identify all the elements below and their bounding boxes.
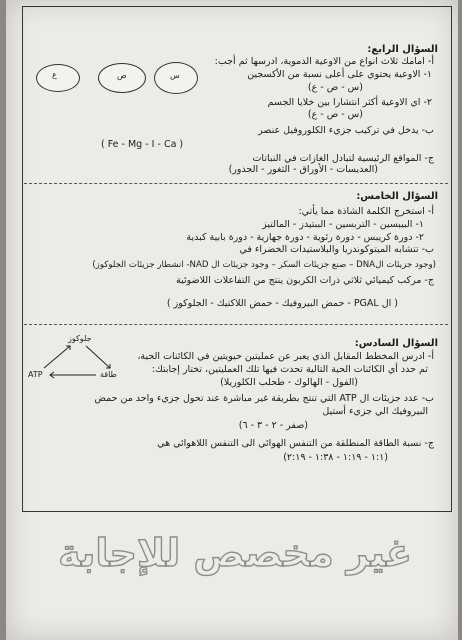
q4-c-options: (العديسات - الأوراق - الثغور - الجذور) — [228, 164, 378, 175]
diagram-arrows — [28, 332, 138, 392]
q4-b: ب- يدخل في تركيب جزيء الكلوروفيل عنصر — [258, 125, 434, 136]
vessel-c-label: س — [170, 71, 180, 80]
exam-page — [6, 0, 458, 640]
q4-a2-options: (س - ص - ع) — [307, 109, 363, 120]
section-divider — [24, 324, 448, 325]
q4-b-options: ( Fe - Mg - I - Ca ) — [101, 139, 184, 150]
vessel-a-image — [36, 64, 80, 92]
process-diagram — [28, 332, 138, 392]
q6-c-options: (١:١ - ١:١٩ - ١:٣٨ - ٢:١٩) — [283, 452, 388, 463]
diagram-atp-label: ATP — [28, 370, 43, 379]
vessel-a-label: ع — [52, 70, 57, 79]
q5-b-options: (وجود جزيئات الDNA – صنع جزيئات السكر – وجود جزيئات ال NAD- انشطار جزيئات الجلوكوز) — [92, 260, 436, 270]
q6-a-line1: أ- ادرس المخطط المقابل الذي يعبر عن عمليتين حيويتين في الكائنات الحية، — [137, 351, 434, 362]
q5-c-options: ( ال PGAL - حمض البيروفيك - حمض اللاكتيك - الجلوكوز ) — [166, 298, 398, 309]
diagram-glucose-label: جلوكوز — [68, 334, 92, 343]
q4-heading: السؤال الرابع: — [367, 44, 438, 55]
q5-a1: ١- البيبسين - التربسين - الببتيدز - المالتيز — [262, 219, 424, 230]
q5-a: أ- استخرج الكلمة الشاذة مما يأتي: — [298, 206, 434, 217]
q6-b-line2: البيروفيك الي جزيء أستيل — [322, 406, 428, 417]
diagram-energy-label: طاقة — [100, 370, 117, 379]
q5-c: ج- مركب كيميائي ثلاثي ذرات الكربون ينتج من التفاعلات اللاضوئية — [176, 275, 434, 286]
q6-b-options: (صفر - ٢ - ٣ - ٦) — [238, 420, 308, 431]
q4-a1-options: (س - ص - ع) — [307, 82, 363, 93]
q4-a1: ١- الاوعية يحتوي على أعلى نسبة من الأكسجين — [247, 69, 432, 80]
q4-a2: ٢- اي الاوعية أكثر انتشارا بين خلايا الجسم — [267, 97, 432, 108]
not-for-answer-watermark: غير مخصص للإجابة — [58, 531, 412, 575]
q5-b: ب- تتشابه الميتوكوندريا والبلاستيدات الخضراء في — [239, 244, 434, 255]
q4-a-intro: أ- امامك ثلاث انواع من الاوعية الدموية، ادرسها ثم أجب: — [214, 56, 434, 67]
vessel-b-label: ص — [117, 71, 127, 80]
q6-c: ج- نسبة الطاقة المنطلقة من التنفس الهوائي الى التنفس اللاهوائي هي — [157, 438, 434, 449]
q5-a2: ٢- دورة كريبس - دورة رئوية - دورة جهازية - دورة بابية كبدية — [186, 232, 424, 243]
q6-b-line1: ب- عدد جزيئات ال ATP التي تنتج بطريقة غير مباشرة عند تحول جزيء واحد من حمض — [94, 393, 434, 404]
q6-a-options: (الفول - الهالوك - طحلب الكلوريلا) — [220, 377, 358, 388]
q6-a-line2: ثم حدد أي الكائنات الحية التالية تحدث فيها تلك العمليتين، تختار إجابتك: — [151, 364, 428, 375]
q4-c: ج- المواقع الرئيسية لتبادل الغازات في النباتات — [252, 153, 434, 164]
q6-heading: السؤال السادس: — [354, 338, 438, 349]
section-divider — [24, 183, 448, 184]
q5-heading: السؤال الخامس: — [356, 191, 438, 202]
